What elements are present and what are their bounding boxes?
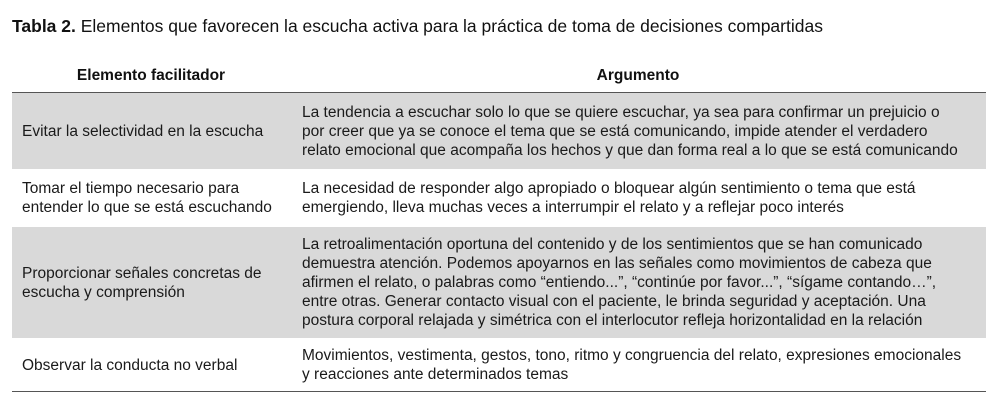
row-argument: Movimientos, vestimenta, gestos, tono, ritmo y congruencia del relato, expresiones emocionales y reacciones ante determinados temas bbox=[302, 347, 962, 383]
row-argument: La tendencia a escuchar solo lo que se quiere escuchar, ya sea para confirmar un prejuicio o por creer que ya se conoce el tema que se está comunicando, impide atender el verdadero relato emocional que acompaña los hechos y que dan forma real a lo que se está comunicando bbox=[302, 103, 958, 159]
caption-label: Tabla 2. bbox=[12, 16, 76, 36]
table-row bbox=[12, 339, 986, 392]
header-argumento: Argumento bbox=[596, 66, 680, 84]
row-element: Evitar la selectividad en la escucha bbox=[22, 122, 264, 140]
table-header-row bbox=[12, 58, 986, 93]
table-row bbox=[12, 170, 986, 227]
table-row bbox=[12, 93, 986, 170]
table-caption bbox=[12, 16, 823, 37]
row-argument: La necesidad de responder algo apropiado o bloquear algún sentimiento o tema que está emergiendo, lleva muchas veces a interrumpir el relato y a reflejar poco interés bbox=[302, 180, 916, 216]
caption-text: Elementos que favorecen la escucha activa para la práctica de toma de decisiones compartidas bbox=[75, 16, 823, 36]
row-element: Observar la conducta no verbal bbox=[22, 356, 238, 374]
row-argument: La retroalimentación oportuna del contenido y de los sentimientos que se han comunicado demuestra atención. Podemos apoyarnos en las señales como movimientos de cabeza que afirmen el relato, o palabras como “entiendo...”, “continúe por favor...”, “sígame contando…”, entre otras. Generar contacto visual con el paciente, le brinda seguridad y aceptación. Una postura corporal relajada y simétrica con el interlocutor refleja horizontalidad en la relación bbox=[302, 236, 937, 329]
row-element: Tomar el tiempo necesario para entender lo que se está escuchando bbox=[22, 180, 272, 216]
table-row bbox=[12, 227, 986, 339]
header-elemento-facilitador: Elemento facilitador bbox=[76, 66, 226, 84]
row-element: Proporcionar señales concretas de escucha y comprensión bbox=[22, 264, 262, 301]
facilitators-table bbox=[12, 58, 986, 392]
